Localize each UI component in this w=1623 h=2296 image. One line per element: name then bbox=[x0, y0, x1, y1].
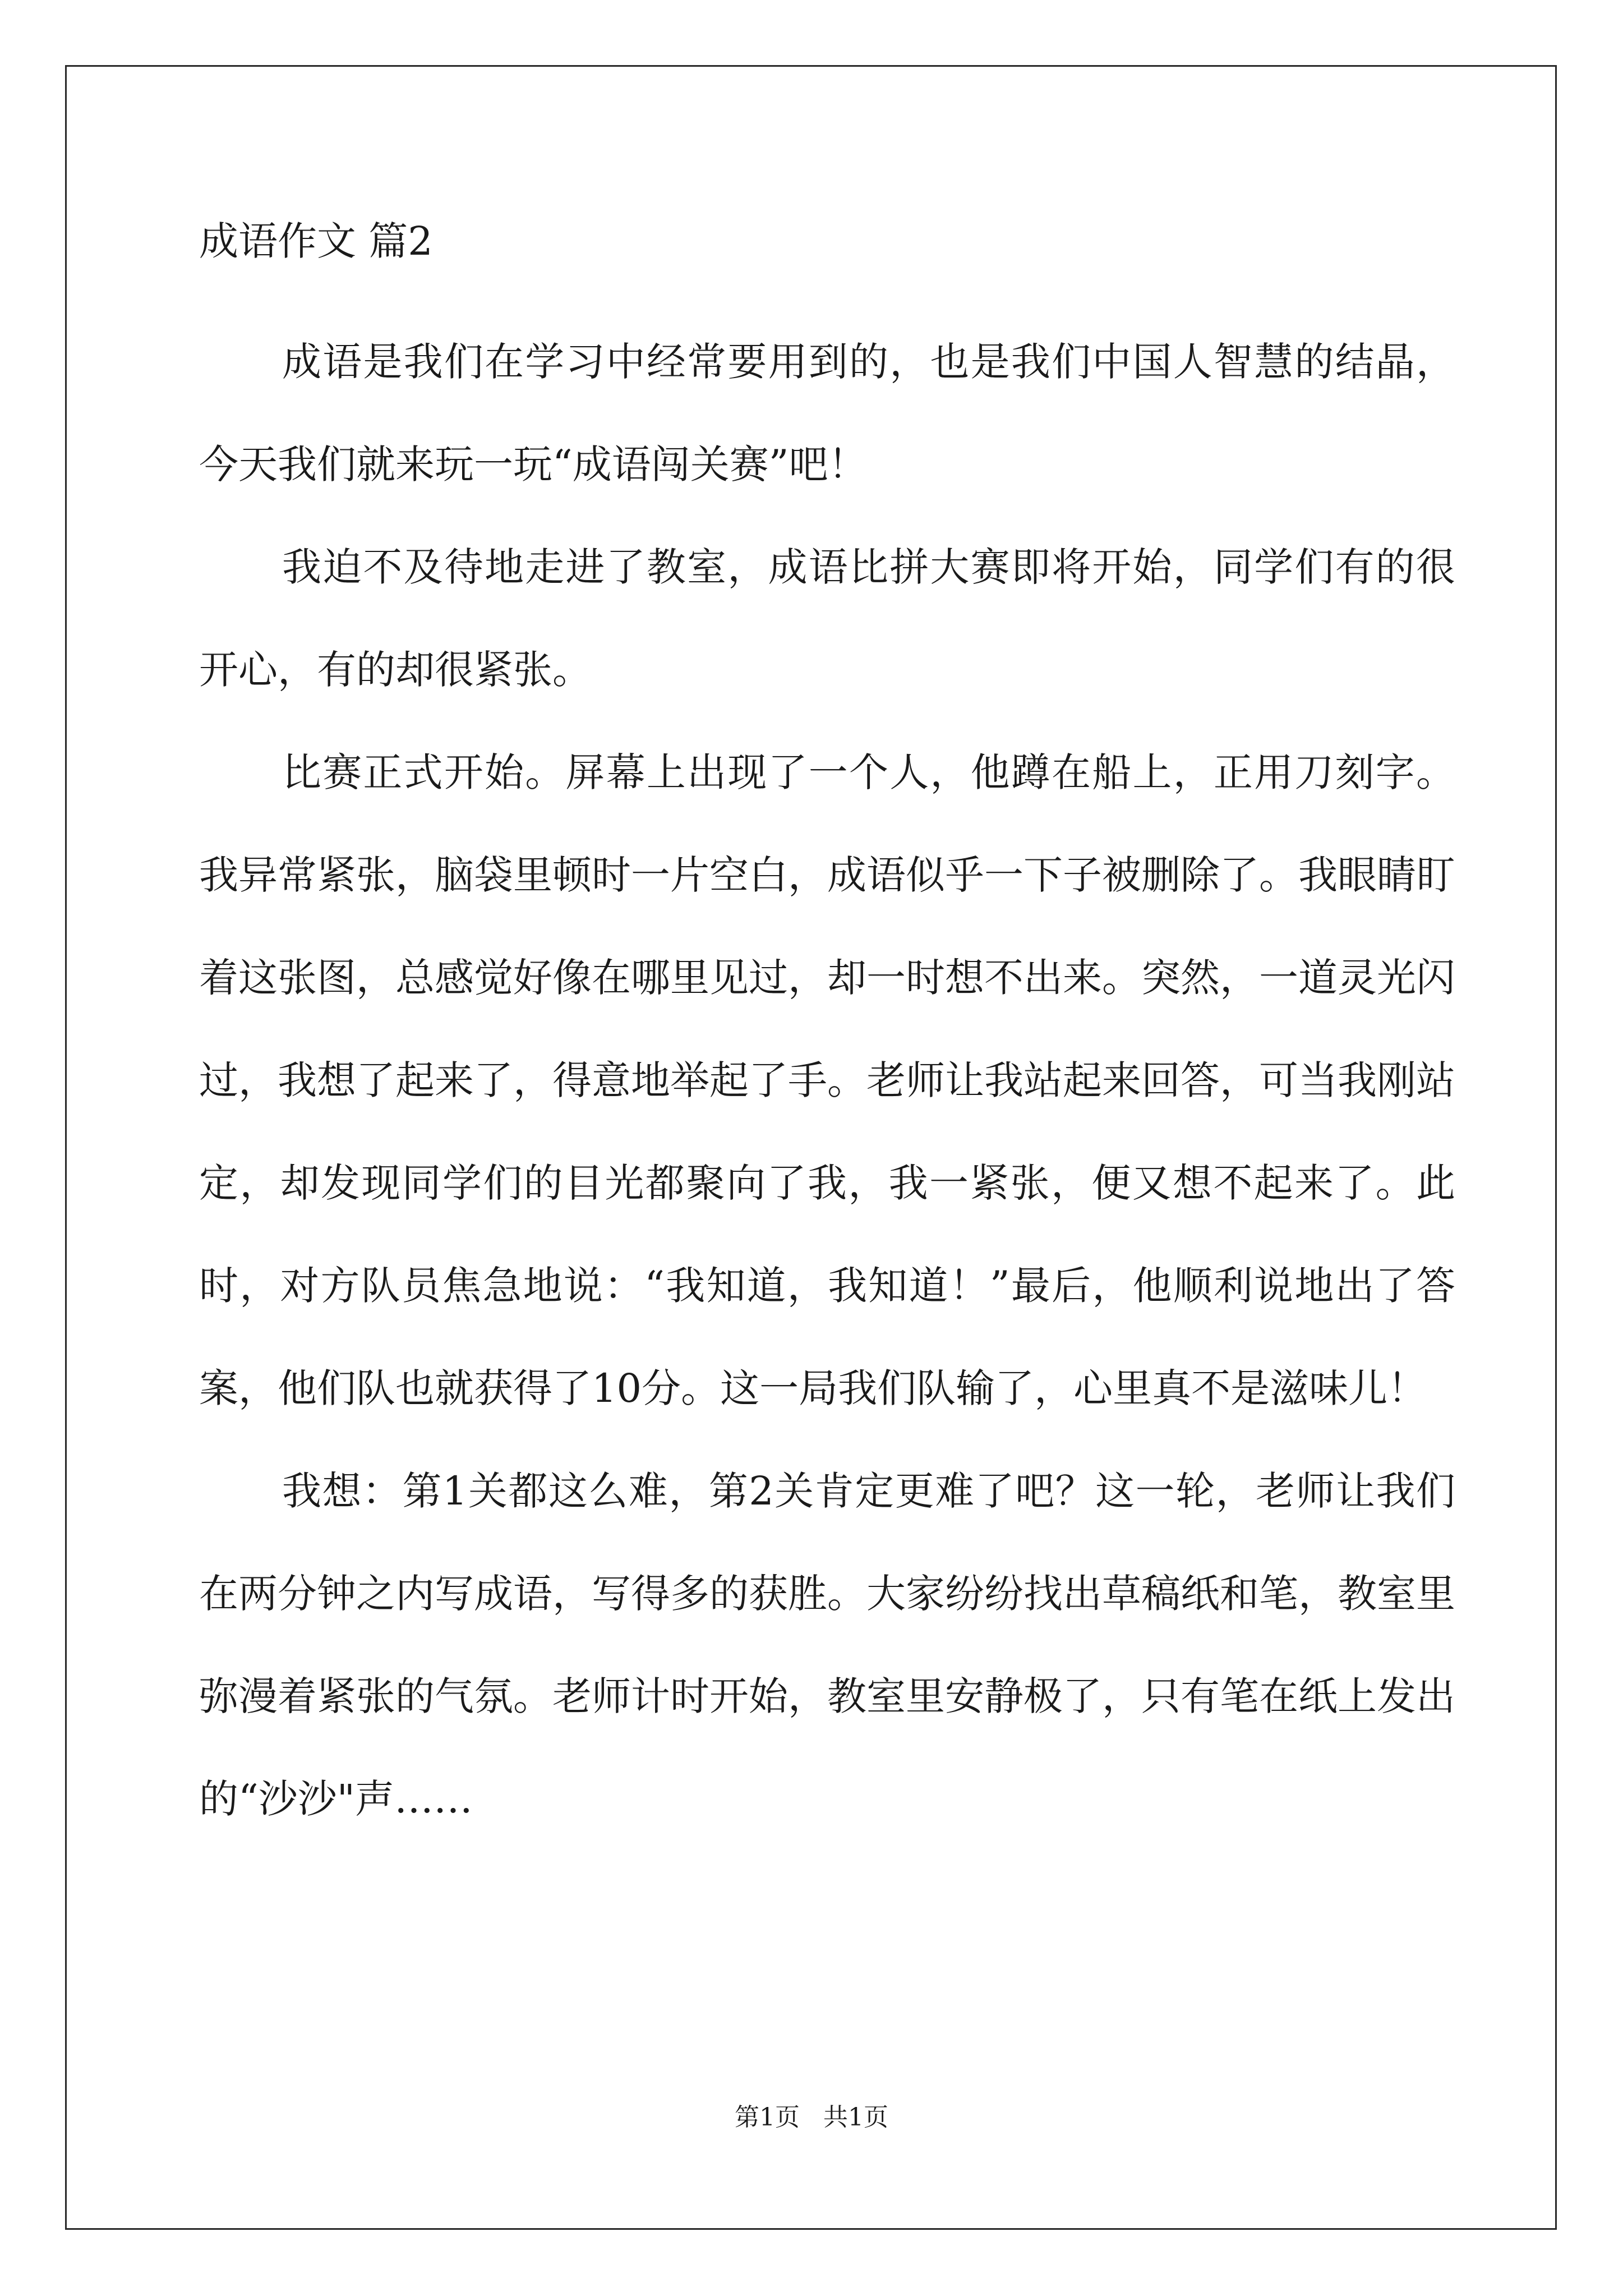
paragraph: 我想：第1关都这么难，第2关肯定更难了吧？这一轮，老师让我们在两分钟之内写成语，写得多的获胜。大家纷纷找出草稿纸和笔，教室里弥漫着紧张的气氛。老师计时开始，教室里安静极了，只有笔在纸上发出的“沙沙"声…… bbox=[199, 1468, 1455, 1822]
paragraph: 比赛正式开始。屏幕上出现了一个人，他蹲在船上，正用刀刻字。我异常紧张，脑袋里顿时一片空白，成语似乎一下子被删除了。我眼睛盯着这张图，总感觉好像在哪里见过，却一时想不出来。突然，一道灵光闪过，我想了起来了，得意地举起了手。老师让我站起来回答，可当我刚站定，却发现同学们的目光都聚向了我，我一紧张，便又想不起来了。此时，对方队员焦急地说：“我知道，我知道！”最后，他顺利说地出了答案，他们队也就获得了10分。这一局我们队输了，心里真不是滋味儿！ bbox=[199, 749, 1455, 1411]
document-body bbox=[199, 213, 1455, 1851]
paragraph: 成语是我们在学习中经常要用到的，也是我们中国人智慧的结晶，今天我们就来玩一玩“成语闯关赛”吧！ bbox=[199, 339, 1455, 487]
essay-heading: 成语作文 篇2 bbox=[199, 218, 433, 264]
page-number-footer: 第1页 共1页 bbox=[735, 2103, 888, 2132]
paragraph: 我迫不及待地走进了教室，成语比拼大赛即将开始，同学们有的很开心，有的却很紧张。 bbox=[199, 544, 1455, 693]
